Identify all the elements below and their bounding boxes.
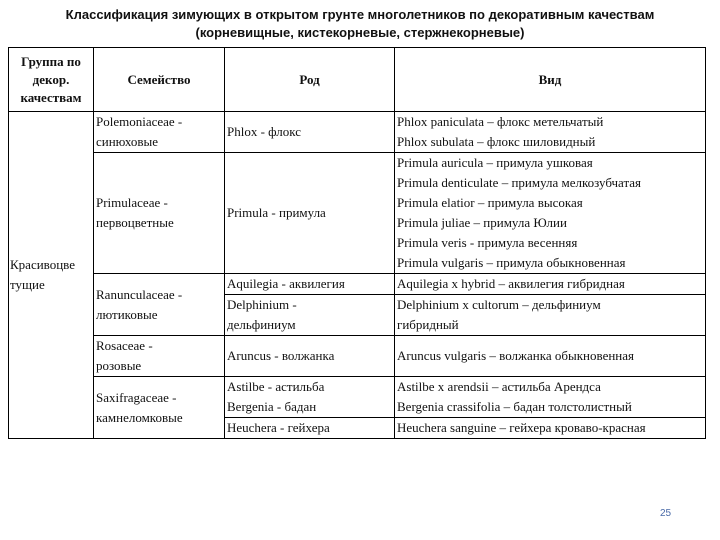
- species-astilbe-bergenia: Astilbe x arendsii – астильба Арендса Bergenia crassifolia – бадан толстолистный: [395, 377, 706, 418]
- genus-astilbe-bergenia: Astilbe - астильба Bergenia - бадан: [225, 377, 395, 418]
- header-group: [9, 48, 94, 112]
- header-genus: Род: [225, 48, 395, 112]
- table-row: [9, 336, 706, 377]
- family-polemoniaceae: Polemoniaceae - синюховые: [94, 112, 225, 153]
- title-line-1: Классификация зимующих в открытом грунте многолетников по декоративным качествам: [65, 7, 655, 22]
- species-phlox: Phlox paniculata – флокс метельчатый Phlox subulata – флокс шиловидный: [395, 112, 706, 153]
- species-heuchera: Heuchera sanguine – гейхера кроваво-красная: [395, 418, 706, 439]
- family-ranunculaceae: Ranunculaceae - лютиковые: [94, 274, 225, 336]
- header-species: Вид: [395, 48, 706, 112]
- classification-table: [8, 47, 706, 439]
- header-group-line-3: качествам: [20, 89, 82, 105]
- genus-phlox: Phlox - флокс: [225, 112, 395, 153]
- species-aruncus: Aruncus vulgaris – волжанка обыкновенная: [395, 336, 706, 377]
- header-group-line-1: Группа по: [21, 53, 81, 69]
- header-row: [9, 48, 706, 112]
- genus-primula: Primula - примула: [225, 153, 395, 274]
- title-line-2: (корневищные, кистекорневые, стержнекорневые): [195, 25, 525, 40]
- page-number: 25: [660, 508, 672, 519]
- table-row: [9, 377, 706, 418]
- genus-delphinium: Delphinium - дельфиниум: [225, 295, 395, 336]
- genus-aquilegia: Aquilegia - аквилегия: [225, 274, 395, 295]
- species-primula: Primula auricula – примула ушковая Primula denticulate – примула мелкозубчатая Primula elatior – примула высокая Primula juliae – примула Юлии Primula veris - примула весенняя Primula vulgaris – примула обыкновенная: [395, 153, 706, 274]
- group-line-1: Красивоцве: [10, 257, 76, 272]
- header-family: Семейство: [94, 48, 225, 112]
- genus-heuchera: Heuchera - гейхера: [225, 418, 395, 439]
- header-group-line-2: декор.: [32, 71, 70, 87]
- family-primulaceae: Primulaceae - первоцветные: [94, 153, 225, 274]
- page-title: [0, 6, 720, 42]
- genus-aruncus: Aruncus - волжанка: [225, 336, 395, 377]
- family-saxifragaceae: Saxifragaceae - камнеломковые: [94, 377, 225, 439]
- family-rosaceae: Rosaceae - розовые: [94, 336, 225, 377]
- table-row: [9, 153, 706, 274]
- species-delphinium: Delphinium x cultorum – дельфиниум гибридный: [395, 295, 706, 336]
- group-line-2: тущие: [10, 277, 45, 292]
- group-cell: [9, 112, 94, 439]
- species-aquilegia: Aquilegia x hybrid – аквилегия гибридная: [395, 274, 706, 295]
- table-row: [9, 112, 706, 153]
- table-row: [9, 274, 706, 295]
